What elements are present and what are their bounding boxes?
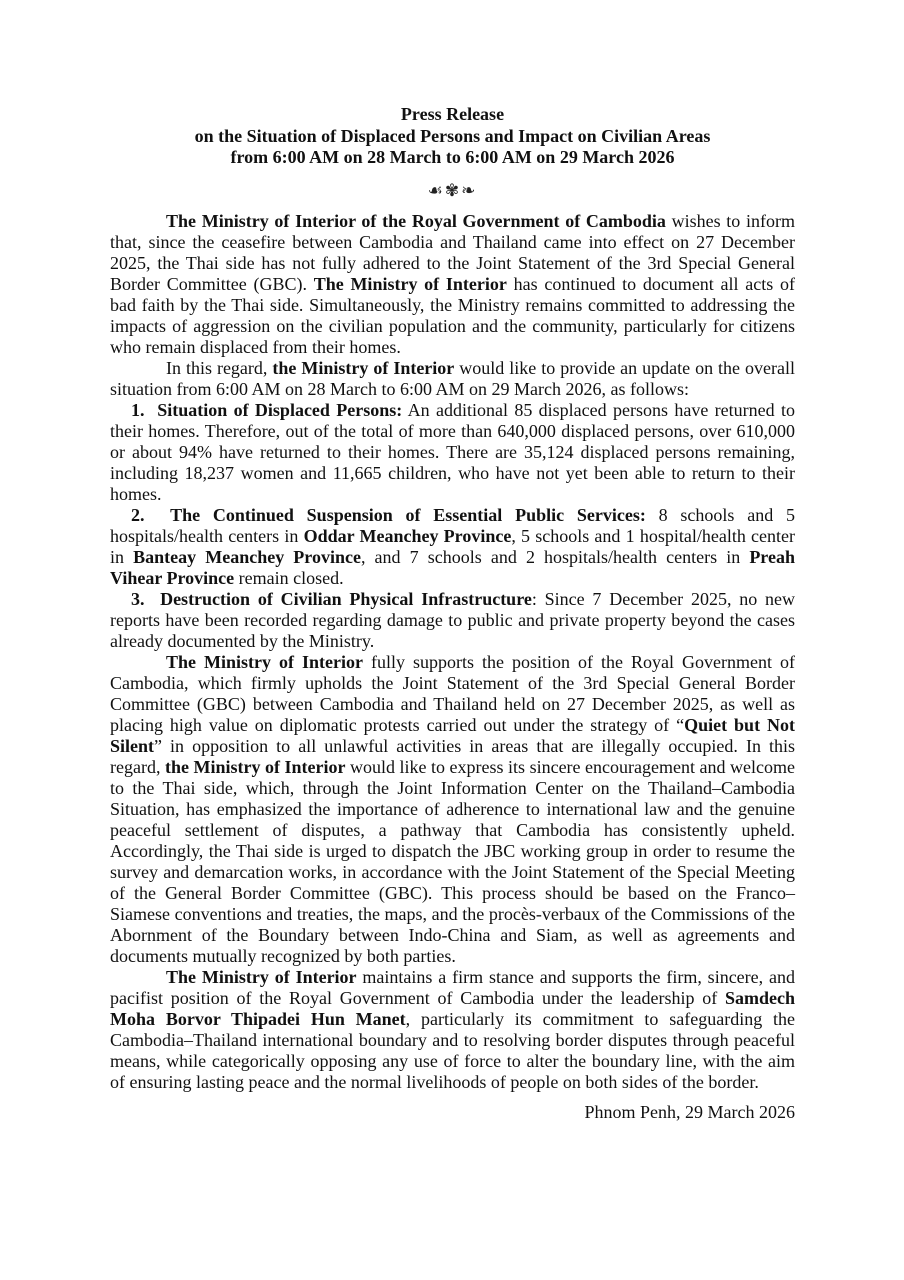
text-run: would like to express its sincere encouragement and welcome to the Thai side, which, through the Joint Information Center on the Thailand–Cambodia Situation, has emphasized the importance of adherence to international law and the genuine peaceful settlement of disputes, a pathway that Cambodia has consistently upheld. Accordingly, the Thai side is urged to dispatch the JBC working group in order to resume the survey and demarcation works, in accordance with the Joint Statement of the Special Meeting of the General Border Committee (GBC). This process should be based on the Franco–Siamese conventions and treaties, the maps, and the procès-verbaux of the Commissions of the Abornment of the Boundary between Indo-China and Siam, as well as agreements and documents mutually recognized by both parties. — [110, 756, 795, 966]
bold-run: Quiet but Not Silent — [110, 714, 795, 756]
text-run: remain closed. — [234, 567, 344, 588]
title-line-2: on the Situation of Displaced Persons and Impact on Civilian Areas — [194, 125, 711, 146]
text-run: , particularly its commitment to safeguarding the Cambodia–Thailand international boundary and to resolving border disputes through peaceful means, while categorically opposing any use of force to alter the boundary line, with the aim of ensuring lasting peace and the normal livelihoods of people on both sides of the border. — [110, 1008, 796, 1092]
bold-run: Banteay Meanchey Province — [133, 546, 361, 567]
paragraph — [110, 967, 795, 1093]
paragraph — [110, 211, 795, 358]
text-run: , 5 schools and 1 hospital/health center in — [110, 525, 795, 567]
text-run: maintains a firm stance and supports the firm, sincere, and pacifist position of the Royal Government of Cambodia under the leadership of — [110, 966, 796, 1008]
bold-run: The Ministry of Interior — [166, 966, 357, 987]
text-run: would like to provide an update on the overall situation from 6:00 AM on 28 March to 6:00 AM on 29 March 2026, as follows: — [110, 357, 795, 399]
text-run: In this regard, — [166, 357, 273, 378]
dateline: Phnom Penh, 29 March 2026 — [584, 1101, 795, 1122]
bold-run: the Ministry of Interior — [164, 756, 346, 777]
bold-run: 3. Destruction of Civilian Physical Infrastructure — [131, 588, 532, 609]
title-line-3: from 6:00 AM on 28 March to 6:00 AM on 29 March 2026 — [230, 147, 675, 167]
paragraph — [110, 589, 795, 652]
bold-run: Preah Vihear Province — [110, 546, 795, 588]
bold-run: Samdech Moha Borvor Thipadei Hun Manet — [110, 987, 795, 1029]
text-run: ” in opposition to all unlawful activities in areas that are illegally occupied. In this regard, — [110, 735, 795, 777]
text-run: has continued to document all acts of bad faith by the Thai side. Simultaneously, the Ministry remains committed to addressing the impacts of aggression on the civilian population and the community, particularly for citizens who remain displaced from their homes. — [110, 273, 795, 357]
doc-body — [110, 211, 795, 1093]
bold-run: The Ministry of Interior — [166, 651, 363, 672]
bold-run: Oddar Meanchey Province — [303, 525, 512, 546]
ornament-divider: ☙✾❧ — [427, 180, 478, 200]
text-run: An additional 85 displaced persons have returned to their homes. Therefore, out of the total of more than 640,000 displaced persons, over 610,000 or about 94% have returned to their homes. There are 35,124 displaced persons remaining, including 18,237 women and 11,665 children, who have not yet been able to return to their homes. — [110, 399, 796, 504]
doc-title — [110, 104, 795, 169]
text-run: wishes to inform that, since the ceasefire between Cambodia and Thailand came into effect on 27 December 2025, the Thai side has not fully adhered to the Joint Statement of the 3rd Special General Border Committee (GBC). — [110, 210, 795, 294]
paragraph — [110, 505, 795, 589]
text-run: fully supports the position of the Royal Government of Cambodia, which firmly upholds the Joint Statement of the 3rd Special General Border Committee (GBC) between Cambodia and Thailand held on 27 December 2025, as well as placing high value on diplomatic protests carried out under the strategy of “ — [110, 651, 796, 735]
bold-run: The Ministry of Interior — [313, 273, 507, 294]
text-run: 8 schools and 5 hospitals/health centers in — [110, 504, 795, 546]
paragraph — [110, 652, 795, 967]
bold-run: the Ministry of Interior — [272, 357, 455, 378]
bold-run: 2. The Continued Suspension of Essential Public Services: — [131, 504, 646, 525]
title-line-1: Press Release — [400, 104, 505, 124]
text-run: : Since 7 December 2025, no new reports have been recorded regarding damage to public and private property beyond the cases already documented by the Ministry. — [110, 588, 796, 651]
bold-run: 1. Situation of Displaced Persons: — [131, 399, 403, 420]
bold-run: The Ministry of Interior of the Royal Government of Cambodia — [166, 210, 666, 231]
text-run: , and 7 schools and 2 hospitals/health centers in — [360, 546, 750, 567]
paragraph — [110, 400, 795, 505]
paragraph — [110, 358, 795, 400]
